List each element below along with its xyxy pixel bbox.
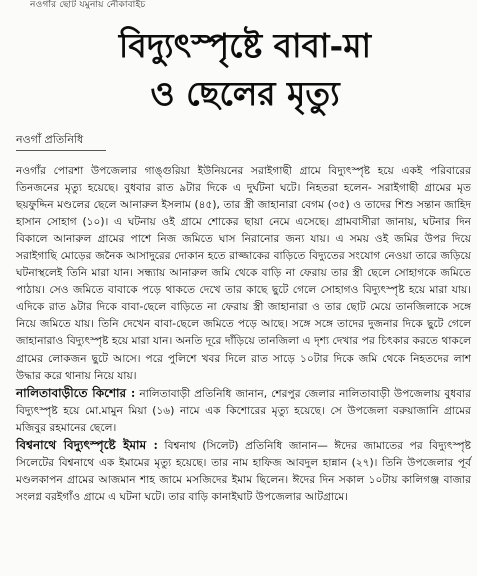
paragraph-nalitabari-body: নালিতাবাড়ী প্রতিনিধি জানান, শেরপুর জেলার নালিতাবাড়ী উপজেলায় বুধবার বিদ্যুৎস্পৃষ্ট হয়ে মো.মামুন মিয়া (১৬) নামে এক কিশোরের মৃত্যু হয়েছে। সে উপজেলা বরুয়াজানি গ্রামের মজিবুর রহমানের ছেলে। [16, 387, 471, 434]
paragraph-bishwanath [16, 437, 471, 506]
subheading-bishwanath: বিশ্বনাথে বিদ্যুৎস্পৃষ্টে ইমাম : [16, 437, 158, 452]
headline-line-2: ও ছেলের মৃত্যু [150, 74, 340, 113]
header-strip-text: নওগাঁর ছোট যমুনায় নৌকাবাইচ [30, 0, 146, 10]
byline-divider [16, 150, 106, 151]
byline: নওগাঁ প্রতিনিধি [16, 133, 84, 146]
paragraph-main: নওগাঁর পোরশা উপজেলার গাঙ্গুরিয়া ইউনিয়নের সরাইগাছী গ্রামে বিদ্যুৎস্পৃষ্ট হয়ে একই পরিবারের তিনজনের মৃত্যু হয়েছে। বুধবার রাত ৯টার দিকে এ দুর্ঘটনা ঘটে। নিহতরা হলেন- সরাইগাছী গ্রামের মৃত ছয়ফুদ্দিন মণ্ডলের ছেলে আনারুল ইসলাম (৪৫), তার স্ত্রী জাহানারা বেগম (৩৫) ও তাদের শিশু সন্তান জাহিদ হাসান সোহাগ (১০)। এ ঘটনায় ওই গ্রামে শোকের ছায়া নেমে এসেছে। গ্রামবাসীরা জানায়, ঘটনার দিন বিকালে আনারুল গ্রামের পাশে নিজ জমিতে ঘাস নিরানোর জন্য যায়। এ সময় ওই জমির উপর দিয়ে সরাইগাছি মোড়ের জনৈক আসাদুরের দোকান হতে রাজ্জাকের বাড়িতে বিদ্যুতের সংযোগ নেওয়া তারে জড়িয়ে ঘটনাস্থলেই তিনি মারা যান। সন্ধ্যায় আনারুল জমি থেকে বাড়ি না ফেরায় তার স্ত্রী ছেলে সোহাগকে জমিতে পাঠায়। সেও জমিতে বাবাকে পড়ে থাকতে দেখে তার কাছে ছুটে গেলে সোহাগও বিদ্যুৎস্পৃষ্ট হয়ে মারা যায়। এদিকে রাত ৯টার দিকে বাবা-ছেলে বাড়িতে না ফেরায় স্ত্রী জাহানারা ও তার ছোট মেয়ে তানজিলাকে সঙ্গে নিয়ে জমিতে যায়। তিনি দেখেন বাবা-ছেলে জমিতে পড়ে আছে। সঙ্গে সঙ্গে তাদের দুজনার দিকে ছুটে গেলে জাহানারাও বিদ্যুৎস্পৃষ্ট হয়ে মারা যান। অনতি দূরে দাঁড়িয়ে তানজিলা এ দৃশ্য দেখার পর চিৎকার করতে থাকলে গ্রামের লোকজন ছুটে আসে। পরে পুলিশে খবর দিলে রাত সাড়ে ১০টার দিকে জমি থেকে নিহতদের লাশ উদ্ধার করে থানায় নিয়ে যায়। [16, 165, 471, 382]
subheading-nalitabari: নালিতাবাড়ীতে কিশোর : [16, 385, 136, 400]
paragraph-bishwanath-body: বিশ্বনাথ (সিলেট) প্রতিনিধি জানান— ঈদের জামাতের পর বিদ্যুৎস্পৃষ্ট সিলেটের বিশ্বনাথে এক ইমামের মৃত্যু হয়েছে। তার নাম হাফিজ আবদুল হান্নান (২৭)। তিনি উপজেলার পূর্ব মণ্ডলকাপন গ্রামের আজমান শাহ জামে মসজিদের ইমাম ছিলেন। ঈদের দিন সকাল ১০টায় কালিগঞ্জ বাজার সংলগ্ন বরইগাঁও গ্রামে এ ঘটনা ঘটে। তার বাড়ি কানাইঘাট উপজেলার আটগ্রামে। [16, 439, 471, 503]
headline [60, 22, 430, 118]
paragraph-nalitabari [16, 385, 471, 437]
headline-line-1: বিদ্যুৎস্পৃষ্টে বাবা-মা [118, 26, 372, 65]
article-body [16, 163, 471, 506]
